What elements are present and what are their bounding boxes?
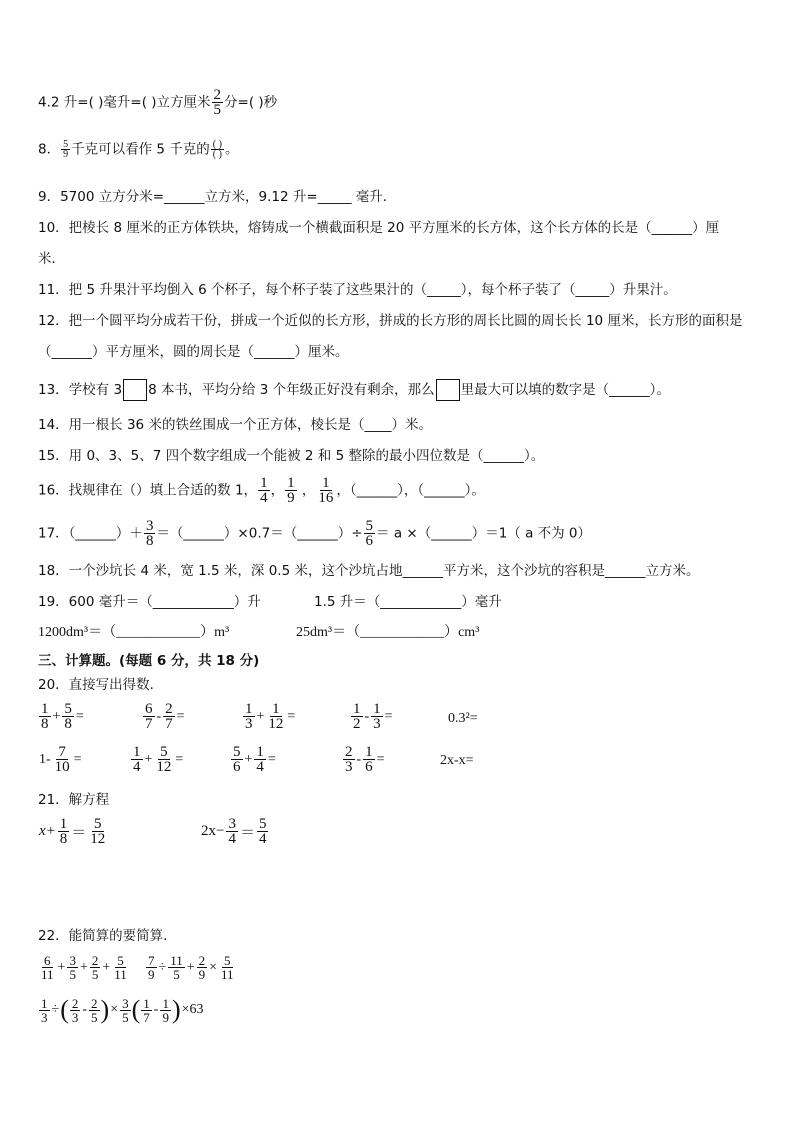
- q16-fraction-2: $\frac{1}{9}$: [287, 475, 295, 506]
- q8-fraction: $\frac{5}{9}$: [63, 139, 69, 160]
- q22-title: 22．能简算的要简算．: [38, 928, 177, 944]
- q20-r1c4: $\frac{1}{2}$ - $\frac{1}{3}$ =: [353, 701, 393, 732]
- q20-r2c3: $\frac{5}{6}$ + $\frac{1}{4}$ =: [233, 744, 276, 775]
- q20-title: 20．直接写出得数．: [38, 677, 164, 693]
- q16-fraction-1: $\frac{1}{4}$: [260, 475, 268, 506]
- q8-line: [38, 140, 238, 159]
- q19-line-c: 1200dm³＝（____________）m³: [38, 625, 230, 640]
- q13-blank-box-2[interactable]: [436, 379, 460, 401]
- q8-number: 8．: [38, 141, 61, 158]
- q13-blank-box-1[interactable]: [123, 379, 147, 401]
- q8-end: 。: [224, 141, 239, 158]
- q9-line: 9．5700 立方分米=______立方米，9.12 升=_____ 毫升．: [38, 189, 397, 205]
- q20-r2c1: 1- $\frac{7}{10}$ =: [39, 744, 82, 775]
- q20-r2c2: $\frac{1}{4}$ + $\frac{5}{12}$ =: [133, 744, 184, 775]
- q20-r1c1: $\frac{1}{8}$ + $\frac{5}{8}$ =: [41, 701, 84, 732]
- q21-title: 21．解方程: [38, 792, 110, 808]
- q19-line-b: 1.5 升＝（____________）毫升: [314, 594, 502, 610]
- q20-r1c3: $\frac{1}{3}$ + $\frac{1}{12}$ =: [245, 701, 296, 732]
- q13-part-c: 里最大可以填的数字是（______）。: [460, 382, 670, 398]
- q19-line-a: 19．600 毫升＝（____________）升: [38, 594, 261, 610]
- q8-text: 千克可以看作 5 千克的: [71, 141, 210, 158]
- q10-line-a: 10．把棱长 8 厘米的正方体铁块，熔铸成一个横截面积是 20 平方厘米的长方体，这个长方体的长是（______）厘: [38, 220, 720, 236]
- q22-expression-1: $\frac{6}{11}$ + $\frac{3}{5}$ + $\frac{2}{5}$ + $\frac{5}{11}$: [41, 953, 127, 982]
- q20-r2c4: $\frac{2}{3}$ - $\frac{1}{6}$ =: [345, 744, 385, 775]
- section-3-heading: 三、计算题。(每题 6 分，共 18 分): [38, 653, 260, 669]
- q22-expression-2: $\frac{7}{9}$ ÷ $\frac{11}{5}$ + $\frac{2}{9}$ × $\frac{5}{11}$: [148, 953, 234, 982]
- q16-fraction-3: $\frac{1}{16}$: [318, 475, 334, 506]
- q20-r1c5: 0.3²=: [448, 711, 478, 726]
- q10-line-b: 米．: [38, 251, 65, 267]
- q14-line: 14．用一根长 36 米的铁丝围成一个正方体，棱长是（____）米。: [38, 417, 432, 433]
- q20-r2c5: 2x-x=: [440, 753, 474, 768]
- q16-part-a: 16．找规律在（）填上合适的数 1，: [38, 482, 258, 499]
- q7-part2: 分=( )秒: [224, 94, 278, 111]
- q13-part-b: 8 本书，平均分给 3 个年级正好没有剩余，那么: [148, 382, 435, 398]
- q21-equation-1: x+ $\frac{1}{8}$ ＝ $\frac{5}{12}$: [39, 816, 106, 847]
- q20-r1c2: $\frac{6}{7}$ - $\frac{2}{7}$ =: [145, 701, 185, 732]
- q19-line-d: 25dm³＝（____________）cm³: [296, 625, 480, 640]
- q7-part1: 4.2 升=( )毫升=( )立方厘米: [38, 94, 211, 111]
- q17-part-c: ＝ a ×（______）＝1（ a 不为 0）: [376, 525, 592, 542]
- q7-tail-line: [38, 88, 277, 117]
- q17-fraction-1: $\frac{3}{8}$: [145, 518, 154, 549]
- q13-line: [38, 379, 670, 401]
- q22-expression-3: $\frac{1}{3}$ ÷( $\frac{2}{3}$ - $\frac{2}{5}$ )× $\frac{3}{5}$ ( $\frac{1}{7}$ - $\frac{1}{9}$ )×63: [41, 995, 204, 1025]
- q21-equation-2: 2x− $\frac{3}{4}$ ＝ $\frac{5}{4}$: [201, 816, 267, 847]
- q13-part-a: 13．学校有 3: [38, 382, 123, 398]
- q8-blank-fraction[interactable]: $\frac{( )}{( )}$: [212, 139, 222, 160]
- q17-fraction-2: $\frac{5}{6}$: [365, 518, 374, 549]
- q12-line-a: 12．把一个圆平均分成若干份，拼成一个近似的长方形，拼成的长方形的周长比圆的周长长 10 厘米，长方形的面积是: [38, 313, 743, 329]
- q16-line: 16．找规律在（）填上合适的数 1， $\frac{1}{4}$ ， $\frac{1}{9}$ ， $\frac{1}{16}$ ，（______），（______）。: [38, 475, 485, 506]
- q11-line: 11．把 5 升果汁平均倒入 6 个杯子，每个杯子装了这些果汁的（_____），每个杯子装了（_____）升果汁。: [38, 282, 677, 298]
- q17-line: [38, 519, 591, 548]
- q12-line-b: （______）平方厘米，圆的周长是（______）厘米。: [38, 344, 349, 360]
- q18-line: 18．一个沙坑长 4 米，宽 1.5 米，深 0.5 米，这个沙坑占地______平方米，这个沙坑的容积是______立方米。: [38, 563, 700, 579]
- q16-part-b: ，（______），（______）。: [336, 482, 485, 499]
- q7-fraction: $\frac{2}{5}$: [213, 87, 222, 118]
- q15-line: 15．用 0、3、5、7 四个数字组成一个能被 2 和 5 整除的最小四位数是（______）。: [38, 448, 545, 464]
- q17-part-a: 17．（______）＋: [38, 525, 143, 542]
- q17-part-b: ＝（______）×0.7＝（______）÷: [156, 525, 363, 542]
